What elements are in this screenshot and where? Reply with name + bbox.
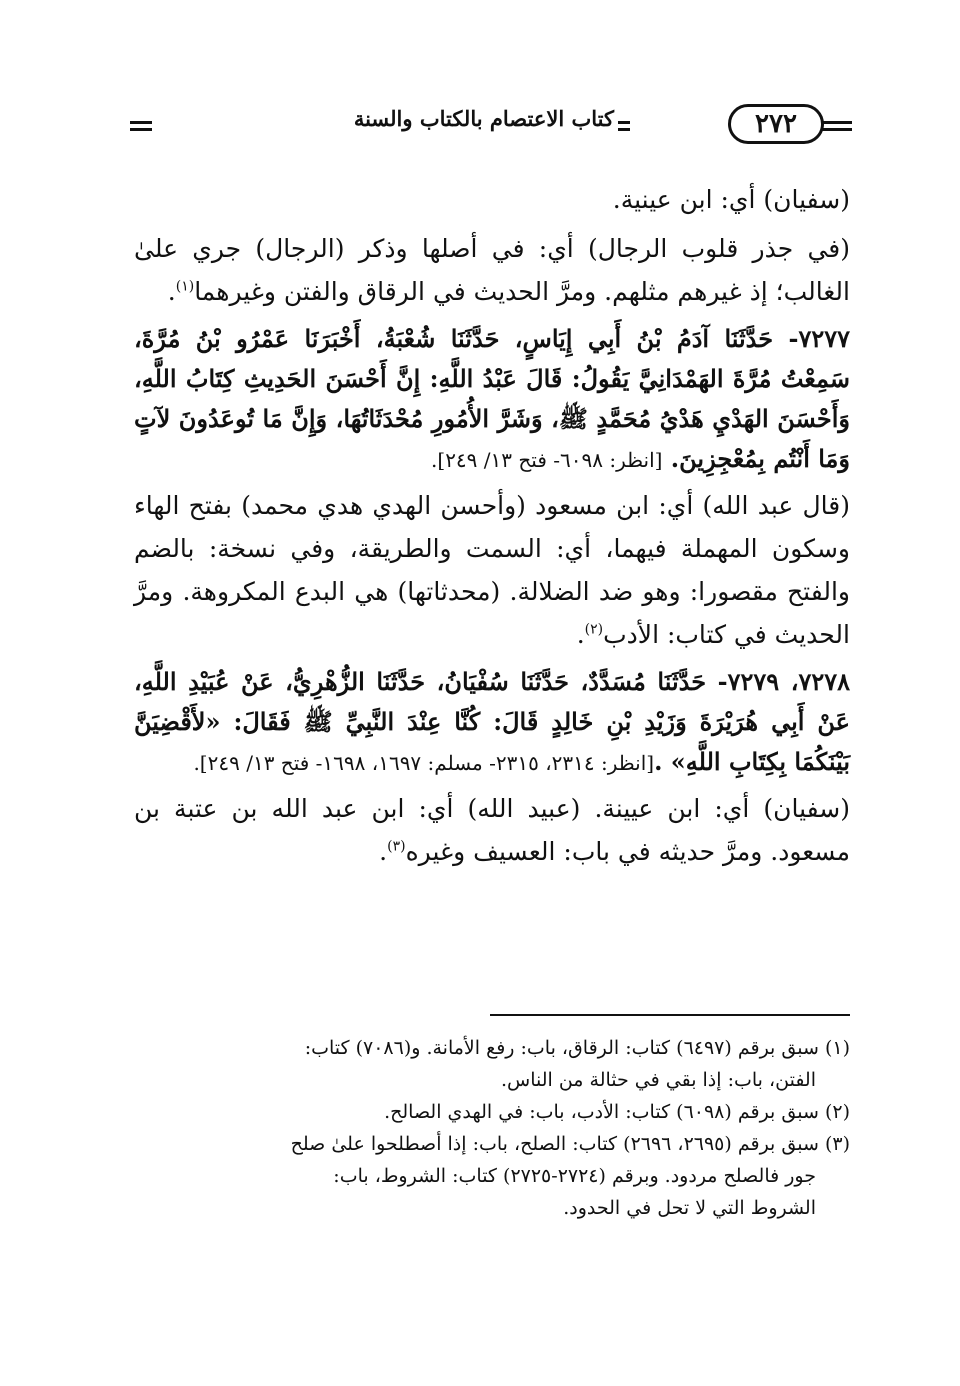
book-title: كتاب الاعتصام بالكتاب والسنة [158, 106, 618, 131]
footnote-ref: (١) [175, 278, 195, 295]
paragraph-2: (في جذر قلوب الرجال) أي: في أصلها وذكر (الرجال) جري علىٰ الغالب؛ إذ غيرهم مثلهم. ومرَّ الحديث في الرقاق والفتن وغيرهما$^{(١)}$. [134, 234, 850, 306]
paragraph-3: (قال عبد الله) أي: ابن مسعود (وأحسن الهدي هدي محمد) بفتح الهاء وسكون المهملة فيهما، أي: السمت والطريقة، وفي نسخة: بالضم والفتح مقصورا: وهو ضد الضلالة. (محدثاتها) هي البدع المكروهة. ومرَّ الحديث في كتاب: الأدب$^{(٢)}$. [134, 491, 851, 649]
footnote-3: (٣) سبق برقم (٢٦٩٥، ٢٦٩٦) كتاب: الصلح، باب: إذا أصطلحوا علىٰ صلح جور فالصلح مردود. وبرقم (٢٧٢٤-٢٧٢٥) كتاب: الشروط، باب: الشروط التي لا تحل في الحدود. [290, 1133, 850, 1219]
footnote-1: (١) سبق برقم (٦٤٩٧) كتاب: الرقاق، باب: رفع الأمانة. و(٧٠٨٦) كتاب: الفتن، باب: إذا بقي في حثالة من الناس. [304, 1037, 850, 1091]
header-dash [130, 128, 152, 131]
page-header [130, 104, 852, 150]
hadith-reference: [انظر: ٦٠٩٨- فتح ١٣/ ٢٤٩]. [431, 448, 663, 472]
hadith-7277: ٧٢٧٧- حَدَّثَنَا آدَمُ بْنُ أَبِي إِيَاسٍ، حَدَّثَنَا شُعْبَةُ، أَخْبَرَنَا عَمْرُو بْنُ مُرَّةَ، سَمِعْتُ مُرَّةَ الهَمْدَانِيَّ يَقُولُ: قَالَ عَبْدُ اللَّهِ: إِنَّ أَحْسَنَ الحَدِيثِ كِتَابُ اللَّهِ، وَأَحْسَنَ الهَدْيِ هَدْيُ مُحَمَّدٍ ﷺ، وَشَرَّ الأُمُورِ مُحْدَثَاتُهَا، وَإِنَّ مَا تُوعَدُونَ لآتٍ وَمَا أَنْتُم بِمُعْجِزِينَ. [انظر: ٦٠٩٨- فتح ١٣/ ٢٤٩]. [134, 324, 851, 473]
hadith-reference: [انظر: ٢٣١٤، ٢٣١٥- مسلم: ١٦٩٧، ١٦٩٨- فتح ١٣/ ٢٤٩]. [193, 751, 655, 775]
footnote-separator [490, 1014, 850, 1016]
footnotes [128, 1032, 850, 1224]
footnote-ref: (٢) [584, 621, 604, 638]
paragraph-1: (سفيان) أي: ابن عينية. [612, 185, 850, 214]
header-dash [130, 121, 152, 124]
paragraph-4: (سفيان) أي: ابن عيينة. (عبيد الله) أي: ابن عبد الله بن عتبة بن مسعود. ومرَّ حديثه في باب: العسيف وغيره$^{(٣)}$. [134, 794, 850, 866]
footnote-ref: (٣) [387, 838, 406, 855]
main-text [134, 178, 850, 879]
footnote-2: (٢) سبق برقم (٦٠٩٨) كتاب: الأدب، باب: في الهدي الصالح. [384, 1101, 850, 1123]
hadith-7278-7279: ٧٢٧٨، ٧٢٧٩- حَدَّثَنَا مُسَدَّدٌ، حَدَّثَنَا سُفْيَانُ، حَدَّثَنَا الزُّهْرِيُّ، عَنْ عُبَيْدِ اللَّهِ، عَنْ أَبِي هُرَيْرَةَ وَزَيْدِ بْنِ خَالِدٍ قَالَ: كُنَّا عِنْدَ النَّبِيِّ ﷺ فَقَالَ: «لأَقْضِيَنَّ بَيْنَكُمَا بِكِتَابِ اللَّهِ» .[انظر: ٢٣١٤، ٢٣١٥- مسلم: ١٦٩٧، ١٦٩٨- فتح ١٣/ ٢٤٩]. [134, 667, 850, 776]
page-number: ٢٧٢ [728, 104, 824, 144]
